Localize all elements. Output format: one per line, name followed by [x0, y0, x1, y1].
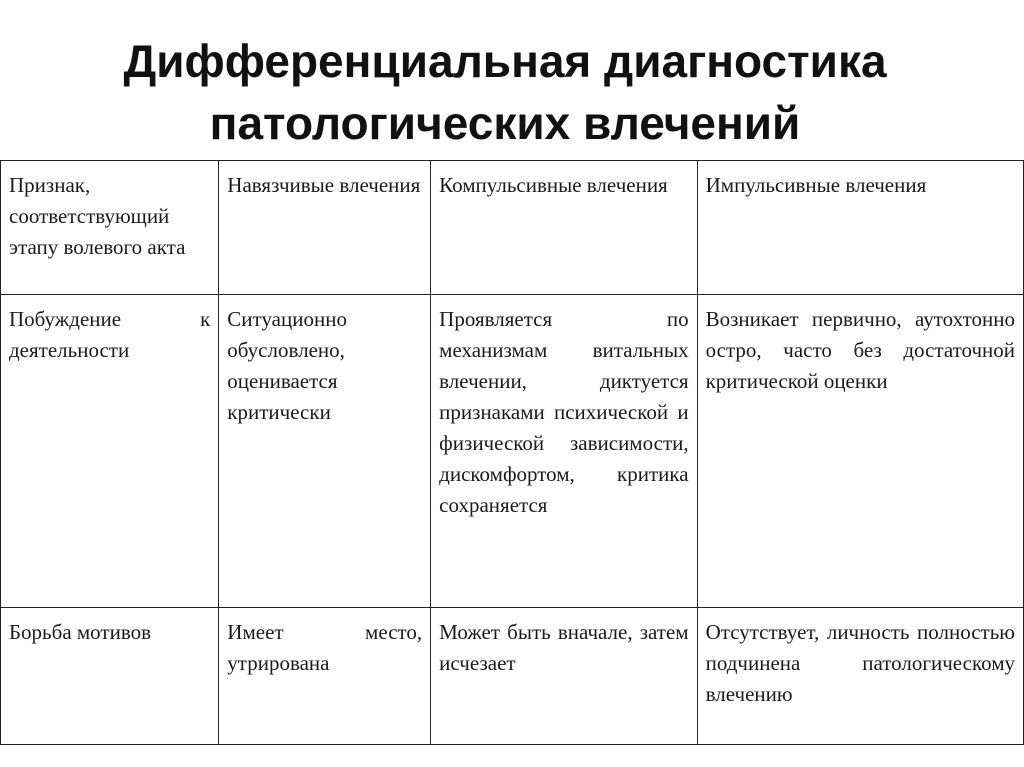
cell-impulsive: Возникает первично, аутохтонно остро, часто без достаточной критической оценки: [697, 295, 1023, 608]
cell-feature: Побуждение к деятельности: [1, 295, 219, 608]
table-row: [1, 295, 1024, 608]
header-feature: Признак, соответствующий этапу волевого акта: [1, 161, 219, 295]
page-title-line-2: патологических влечений: [209, 97, 801, 149]
cell-obsessive: Имеет место, утрирована: [219, 608, 431, 745]
cell-feature: Борьба мотивов: [1, 608, 219, 745]
table-row: [1, 608, 1024, 745]
cell-compulsive: Может быть вначале, затем исчезает: [431, 608, 697, 745]
diagnosis-table: [0, 160, 1024, 745]
header-obsessive: Навязчивые влечения: [219, 161, 431, 295]
page-title-line-1: Дифференциальная диагностика: [123, 35, 887, 87]
cell-impulsive: Отсутствует, личность полностью подчинена патологическому влечению: [697, 608, 1023, 745]
page-title: [0, 30, 1010, 154]
header-compulsive: Компульсивные влечения: [431, 161, 697, 295]
table-header-row: [1, 161, 1024, 295]
cell-obsessive: Ситуационно обусловлено, оценивается критически: [219, 295, 431, 608]
cell-compulsive: Проявляется по механизмам витальных влечении, диктуется признаками психической и физической зависимости, дискомфортом, критика сохраняется: [431, 295, 697, 608]
header-impulsive: Импульсивные влечения: [697, 161, 1023, 295]
